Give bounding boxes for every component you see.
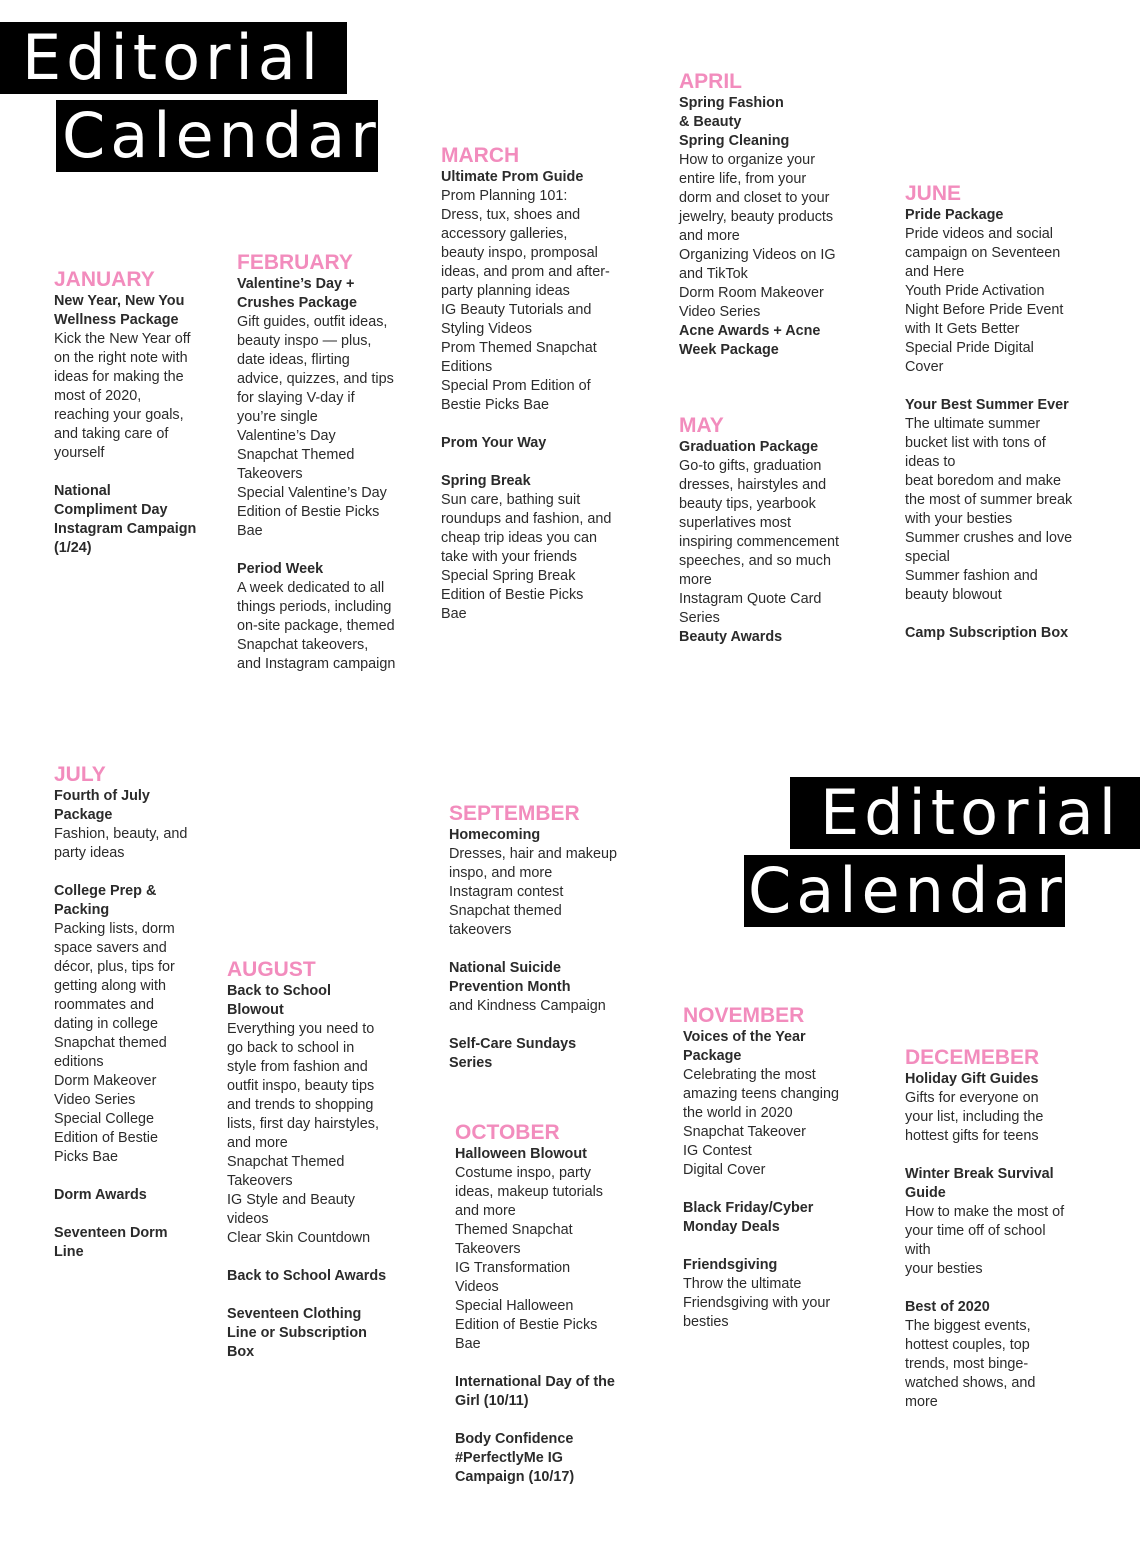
feature-description: Editions (441, 359, 493, 375)
feature-description: inspiring commencement (679, 534, 839, 550)
feature-title: Packing (54, 902, 110, 918)
feature-description: and more (227, 1135, 288, 1151)
feature-title: Prom Your Way (441, 435, 547, 451)
feature-description: dorm and closet to your (679, 190, 830, 206)
feature-description: Bae (441, 606, 467, 622)
month-heading: AUGUST (227, 958, 316, 981)
month-heading: OCTOBER (455, 1121, 560, 1144)
feature-title: Pride Package (905, 207, 1004, 223)
feature-description: trends, most binge- (905, 1356, 1029, 1372)
feature-description: and more (455, 1203, 516, 1219)
content-group (449, 959, 649, 1016)
feature-description: Cover (905, 359, 944, 375)
feature-description: things periods, including (237, 599, 392, 615)
feature-description: Snapchat themed (54, 1035, 167, 1051)
content-group (54, 787, 224, 863)
feature-description: A week dedicated to all (237, 580, 385, 596)
content-group (237, 560, 427, 674)
feature-description: Dorm Room Makeover (679, 285, 824, 301)
feature-description: advice, quizzes, and tips (237, 371, 394, 387)
feature-description: and Here (905, 264, 965, 280)
feature-description: dresses, hairstyles and (679, 477, 827, 493)
feature-description: Edition of Bestie Picks (441, 587, 584, 603)
feature-description: Night Before Pride Event (905, 302, 1064, 318)
feature-title: College Prep & (54, 883, 157, 899)
feature-description: Digital Cover (683, 1162, 766, 1178)
feature-description: with (905, 1242, 931, 1258)
feature-description: décor, plus, tips for (54, 959, 175, 975)
banner-top-calendar: Calendar (56, 100, 378, 172)
feature-description: Videos (455, 1279, 499, 1295)
feature-title: Line (54, 1244, 84, 1260)
feature-description: editions (54, 1054, 104, 1070)
feature-description: getting along with (54, 978, 167, 994)
feature-description: bucket list with tons of (905, 435, 1046, 451)
content-group (441, 472, 641, 624)
content-group (54, 1224, 224, 1262)
content-group (683, 1028, 883, 1180)
feature-title: Black Friday/Cyber (683, 1200, 814, 1216)
feature-description: Dresses, hair and makeup (449, 846, 617, 862)
feature-title: Camp Subscription Box (905, 625, 1069, 641)
content-group (227, 982, 417, 1248)
content-group (679, 438, 879, 647)
feature-description: with your besties (905, 511, 1013, 527)
month-heading: APRIL (679, 70, 742, 93)
feature-description: Celebrating the most (683, 1067, 816, 1083)
feature-description: Picks Bae (54, 1149, 118, 1165)
content-group (455, 1430, 655, 1487)
feature-description: Bae (237, 523, 263, 539)
feature-description: Summer fashion and (905, 568, 1038, 584)
feature-title: (1/24) (54, 540, 92, 556)
month-heading: FEBRUARY (237, 251, 353, 274)
feature-description: Takeovers (227, 1173, 293, 1189)
content-group (449, 1035, 649, 1073)
feature-title: Instagram Campaign (54, 521, 197, 537)
feature-title: Blowout (227, 1002, 284, 1018)
feature-description: Pride videos and social (905, 226, 1053, 242)
feature-description: roommates and (54, 997, 154, 1013)
feature-title: Fourth of July (54, 788, 150, 804)
month-heading: DECEMEBER (905, 1046, 1040, 1069)
feature-description: Go-to gifts, graduation (679, 458, 822, 474)
feature-description: your besties (905, 1261, 983, 1277)
feature-description: Themed Snapchat (455, 1222, 573, 1238)
feature-description: Video Series (679, 304, 761, 320)
feature-description: Organizing Videos on IG (679, 247, 836, 263)
feature-title: Valentine’s Day + (237, 276, 355, 292)
feature-description: Styling Videos (441, 321, 532, 337)
feature-description: Special Halloween (455, 1298, 574, 1314)
feature-description: yourself (54, 445, 105, 461)
feature-title: Series (449, 1055, 493, 1071)
feature-title: Back to School (227, 983, 331, 999)
feature-description: Edition of Bestie Picks (455, 1317, 598, 1333)
feature-description: Everything you need to (227, 1021, 375, 1037)
feature-description: roundups and fashion, and (441, 511, 612, 527)
content-group (679, 94, 879, 360)
feature-title: Voices of the Year (683, 1029, 806, 1045)
feature-description: Packing lists, dorm (54, 921, 175, 937)
feature-title: Prevention Month (449, 979, 571, 995)
feature-description: Gifts for everyone on (905, 1090, 1039, 1106)
feature-title: Self-Care Sundays (449, 1036, 577, 1052)
feature-description: and Kindness Campaign (449, 998, 606, 1014)
month-heading: JULY (54, 763, 106, 786)
feature-description: Edition of Bestie Picks (237, 504, 380, 520)
feature-description: Fashion, beauty, and (54, 826, 188, 842)
feature-title: Ultimate Prom Guide (441, 169, 584, 185)
feature-description: Friendsgiving with your (683, 1295, 831, 1311)
content-group (54, 1186, 224, 1205)
feature-description: style from fashion and (227, 1059, 368, 1075)
feature-description: Takeovers (237, 466, 303, 482)
feature-title: Campaign (10/17) (455, 1469, 575, 1485)
feature-description: Special Valentine’s Day (237, 485, 387, 501)
feature-title: Guide (905, 1185, 946, 1201)
feature-title: Halloween Blowout (455, 1146, 587, 1162)
feature-description: beauty blowout (905, 587, 1002, 603)
content-group (237, 275, 427, 541)
feature-title: Week Package (679, 342, 779, 358)
feature-description: Takeovers (455, 1241, 521, 1257)
feature-description: Throw the ultimate (683, 1276, 802, 1292)
feature-description: IG Contest (683, 1143, 752, 1159)
feature-description: Snapchat Themed (227, 1154, 345, 1170)
feature-title: Friendsgiving (683, 1257, 778, 1273)
banner-bottom-editorial: Editorial (790, 777, 1140, 849)
feature-title: Best of 2020 (905, 1299, 990, 1315)
content-group (905, 206, 1105, 377)
feature-title: Line or Subscription (227, 1325, 367, 1341)
content-group (441, 168, 641, 415)
feature-description: IG Beauty Tutorials and (441, 302, 592, 318)
feature-description: The ultimate summer (905, 416, 1041, 432)
feature-description: How to organize your (679, 152, 815, 168)
feature-description: special (905, 549, 950, 565)
content-group (905, 1070, 1105, 1146)
feature-description: Instagram contest (449, 884, 564, 900)
feature-title: Box (227, 1344, 255, 1360)
feature-title: Holiday Gift Guides (905, 1071, 1039, 1087)
feature-description: speeches, and so much (679, 553, 831, 569)
month-heading: SEPTEMBER (449, 802, 580, 825)
feature-description: Dress, tux, shoes and (441, 207, 581, 223)
feature-description: Kick the New Year off (54, 331, 191, 347)
feature-description: beauty tips, yearbook (679, 496, 816, 512)
feature-description: you’re single (237, 409, 318, 425)
content-group (54, 482, 224, 558)
content-group (683, 1199, 883, 1237)
content-group (905, 624, 1105, 643)
feature-description: ideas for making the (54, 369, 184, 385)
month-heading: NOVEMBER (683, 1004, 805, 1027)
feature-description: your list, including the (905, 1109, 1044, 1125)
month-may (679, 415, 879, 647)
feature-title: National (54, 483, 111, 499)
feature-title: Spring Break (441, 473, 531, 489)
feature-title: New Year, New You (54, 293, 185, 309)
feature-description: the world in 2020 (683, 1105, 793, 1121)
feature-title: Monday Deals (683, 1219, 780, 1235)
month-january (54, 269, 224, 558)
month-september (449, 803, 649, 1073)
feature-description: on the right note with (54, 350, 188, 366)
feature-description: inspo, and more (449, 865, 553, 881)
feature-description: takeovers (449, 922, 512, 938)
feature-description: campaign on Seventeen (905, 245, 1061, 261)
feature-description: ideas, makeup tutorials (455, 1184, 603, 1200)
feature-description: How to make the most of (905, 1204, 1065, 1220)
feature-description: hottest couples, top (905, 1337, 1030, 1353)
feature-description: Youth Pride Activation (905, 283, 1045, 299)
feature-description: Prom Themed Snapchat (441, 340, 597, 356)
feature-title: Crushes Package (237, 295, 357, 311)
content-group (227, 1305, 417, 1362)
feature-description: dating in college (54, 1016, 159, 1032)
feature-title: Period Week (237, 561, 324, 577)
feature-description: Snapchat Takeover (683, 1124, 806, 1140)
feature-title: Seventeen Dorm (54, 1225, 168, 1241)
content-group (905, 1165, 1105, 1279)
feature-description: Summer crushes and love (905, 530, 1073, 546)
feature-description: watched shows, and (905, 1375, 1036, 1391)
feature-description: hottest gifts for teens (905, 1128, 1039, 1144)
feature-description: Special College (54, 1111, 154, 1127)
content-group (449, 826, 649, 940)
feature-description: Clear Skin Countdown (227, 1230, 371, 1246)
feature-description: and more (679, 228, 740, 244)
feature-description: Special Pride Digital (905, 340, 1034, 356)
feature-description: outfit inspo, beauty tips (227, 1078, 375, 1094)
feature-title: Seventeen Clothing (227, 1306, 362, 1322)
feature-title: Compliment Day (54, 502, 168, 518)
feature-description: more (679, 572, 712, 588)
feature-description: Special Prom Edition of (441, 378, 591, 394)
month-march (441, 145, 641, 624)
feature-description: Instagram Quote Card (679, 591, 822, 607)
feature-description: the most of summer break (905, 492, 1073, 508)
month-june (905, 183, 1105, 643)
feature-description: Costume inspo, party (455, 1165, 591, 1181)
feature-description: with It Gets Better (905, 321, 1020, 337)
feature-description: Sun care, bathing suit (441, 492, 581, 508)
content-group (455, 1373, 655, 1411)
feature-description: party ideas (54, 845, 125, 861)
feature-description: amazing teens changing (683, 1086, 840, 1102)
feature-title: Homecoming (449, 827, 541, 843)
feature-description: beat boredom and make (905, 473, 1061, 489)
feature-description: lists, first day hairstyles, (227, 1116, 379, 1132)
content-group (227, 1267, 417, 1286)
content-group (683, 1256, 883, 1332)
feature-title: Acne Awards + Acne (679, 323, 821, 339)
feature-description: The biggest events, (905, 1318, 1031, 1334)
feature-description: on-site package, themed (237, 618, 395, 634)
feature-description: Video Series (54, 1092, 136, 1108)
feature-title: & Beauty (679, 114, 742, 130)
feature-description: besties (683, 1314, 729, 1330)
feature-description: superlatives most (679, 515, 791, 531)
feature-title: National Suicide (449, 960, 561, 976)
content-group (905, 396, 1105, 605)
feature-title: Graduation Package (679, 439, 819, 455)
feature-description: take with your friends (441, 549, 577, 565)
feature-description: most of 2020, (54, 388, 142, 404)
feature-description: Bestie Picks Bae (441, 397, 549, 413)
banner-bottom-calendar: Calendar (744, 855, 1065, 927)
feature-title: Package (683, 1048, 742, 1064)
feature-description: space savers and (54, 940, 167, 956)
feature-title: #PerfectlyMe IG (455, 1450, 563, 1466)
feature-description: and taking care of (54, 426, 169, 442)
feature-title: Beauty Awards (679, 629, 783, 645)
feature-description: Gift guides, outfit ideas, (237, 314, 388, 330)
content-group (441, 434, 641, 453)
feature-title: Back to School Awards (227, 1268, 387, 1284)
feature-description: cheap trip ideas you can (441, 530, 597, 546)
feature-description: IG Style and Beauty (227, 1192, 355, 1208)
feature-description: Dorm Makeover (54, 1073, 157, 1089)
feature-description: your time off of school (905, 1223, 1046, 1239)
feature-description: IG Transformation (455, 1260, 571, 1276)
feature-title: Your Best Summer Ever (905, 397, 1069, 413)
feature-description: reaching your goals, (54, 407, 184, 423)
feature-title: Wellness Package (54, 312, 179, 328)
feature-title: Girl (10/11) (455, 1393, 529, 1409)
feature-description: Bae (455, 1336, 481, 1352)
month-october (455, 1122, 655, 1487)
feature-description: go back to school in (227, 1040, 355, 1056)
feature-description: beauty inspo — plus, (237, 333, 372, 349)
feature-title: Package (54, 807, 113, 823)
feature-description: more (905, 1394, 938, 1410)
feature-description: Prom Planning 101: (441, 188, 568, 204)
feature-description: ideas, and prom and after- (441, 264, 610, 280)
content-group (54, 292, 224, 463)
month-july (54, 764, 224, 1262)
month-heading: JUNE (905, 182, 962, 205)
month-heading: MAY (679, 414, 724, 437)
month-february (237, 252, 427, 674)
feature-description: Snapchat themed (449, 903, 562, 919)
month-april (679, 71, 879, 360)
feature-description: Edition of Bestie (54, 1130, 158, 1146)
feature-description: Snapchat takeovers, (237, 637, 369, 653)
feature-title: International Day of the (455, 1374, 615, 1390)
content-group (905, 1298, 1105, 1412)
month-heading: MARCH (441, 144, 520, 167)
month-november (683, 1005, 883, 1332)
feature-description: date ideas, flirting (237, 352, 350, 368)
feature-title: Spring Cleaning (679, 133, 790, 149)
feature-description: for slaying V-day if (237, 390, 355, 406)
feature-description: entire life, from your (679, 171, 807, 187)
banner-top-editorial: Editorial (0, 22, 347, 94)
feature-description: videos (227, 1211, 269, 1227)
feature-description: beauty inspo, promposal (441, 245, 598, 261)
feature-description: Snapchat Themed (237, 447, 355, 463)
feature-description: party planning ideas (441, 283, 570, 299)
feature-description: Valentine’s Day (237, 428, 336, 444)
feature-description: ideas to (905, 454, 956, 470)
feature-title: Body Confidence (455, 1431, 574, 1447)
feature-description: accessory galleries, (441, 226, 568, 242)
feature-description: and Instagram campaign (237, 656, 396, 672)
feature-description: Special Spring Break (441, 568, 576, 584)
content-group (54, 882, 224, 1167)
content-group (455, 1145, 655, 1354)
feature-title: Dorm Awards (54, 1187, 147, 1203)
feature-description: and trends to shopping (227, 1097, 374, 1113)
month-december (905, 1047, 1105, 1412)
feature-description: and TikTok (679, 266, 748, 282)
month-august (227, 959, 417, 1362)
feature-title: Winter Break Survival (905, 1166, 1054, 1182)
feature-description: Series (679, 610, 720, 626)
feature-title: Spring Fashion (679, 95, 784, 111)
feature-description: jewelry, beauty products (679, 209, 834, 225)
month-heading: JANUARY (54, 268, 155, 291)
